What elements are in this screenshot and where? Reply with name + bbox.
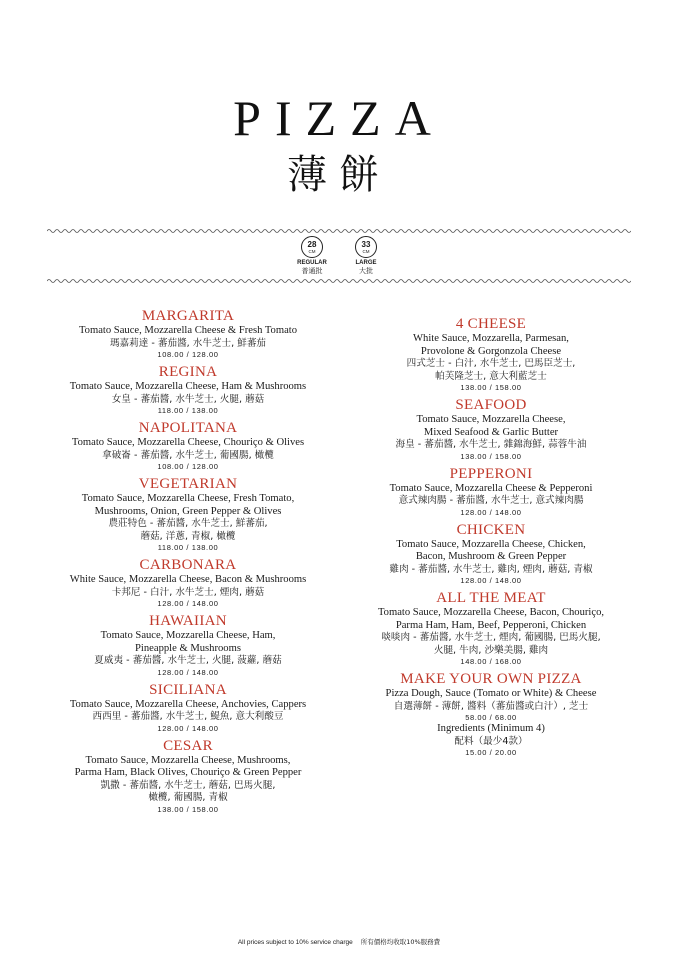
wavy-divider-bottom bbox=[47, 278, 631, 284]
pizza-description-chinese: 夏威夷 - 蕃茄醬, 水牛芝士, 火腿, 菠蘿, 蘑菇 bbox=[94, 655, 282, 666]
pizza-description: White Sauce, Mozzarella Cheese, Bacon & Mushrooms bbox=[69, 574, 307, 585]
wavy-divider-top bbox=[47, 228, 631, 234]
pizza-name: ALL THE MEAT bbox=[436, 590, 546, 606]
pizza-name: CESAR bbox=[163, 737, 213, 754]
size-label-chinese: 大批 bbox=[359, 267, 373, 275]
size-unit: CM bbox=[308, 248, 316, 254]
pizza-description: Parma Ham, Black Olives, Chouriço & Green Pepper bbox=[74, 767, 302, 778]
pizza-description: Tomato Sauce, Mozzarella Cheese, Ham, bbox=[100, 630, 276, 641]
pizza-name: REGINA bbox=[158, 364, 218, 380]
pizza-description-chinese: 自選薄餅 - 薄餅, 醬料（蕃茄醬或白汁）, 芝士 bbox=[393, 700, 589, 712]
pizza-description: Pizza Dough, Sauce (Tomato or White) & Cheese bbox=[385, 688, 597, 699]
pizza-description: Tomato Sauce, Mozzarella Cheese & Fresh Tomato bbox=[78, 325, 298, 336]
pizza-description-chinese: 女皇 - 蕃茄醬, 水牛芝士, 火腿, 蘑菇 bbox=[111, 393, 265, 405]
menu-item bbox=[38, 738, 338, 815]
menu-item bbox=[341, 397, 641, 462]
size-legend bbox=[0, 236, 678, 276]
menu-item bbox=[341, 466, 641, 518]
pizza-description: White Sauce, Mozzarella, Parmesan, bbox=[413, 333, 569, 344]
pizza-description-chinese: 橄欖, 葡國腸, 青椒 bbox=[148, 792, 228, 803]
pizza-description-chinese: 拿破崙 - 蕃茄醬, 水牛芝士, 葡國腸, 橄欖 bbox=[102, 449, 274, 461]
menu-item bbox=[38, 476, 338, 553]
pizza-name: PEPPERONI bbox=[449, 465, 533, 482]
pizza-description: Tomato Sauce, Mozzarella Cheese, Chouriço & Olives bbox=[71, 437, 305, 448]
service-charge-note-en: All prices subject to 10% service charge bbox=[237, 939, 353, 946]
pizza-description: Provolone & Gorgonzola Cheese bbox=[420, 345, 562, 357]
pizza-price: 108.00 / 128.00 bbox=[157, 350, 219, 359]
pizza-name: CHICKEN bbox=[456, 521, 526, 538]
pizza-price: 148.00 / 168.00 bbox=[460, 657, 522, 666]
menu-item bbox=[341, 671, 641, 758]
service-charge-note-zh: 所有價格均收取10%服務費 bbox=[360, 938, 441, 946]
menu-column-left bbox=[38, 308, 338, 819]
pizza-description-chinese: 卡邦尼 - 白汁, 水牛芝士, 煙肉, 蘑菇 bbox=[111, 586, 265, 598]
menu-item bbox=[38, 308, 338, 360]
pizza-price: 138.00 / 158.00 bbox=[460, 451, 522, 461]
size-label: REGULAR bbox=[297, 260, 327, 266]
pizza-description: Bacon, Mushroom & Green Pepper bbox=[415, 551, 567, 562]
pizza-price: 128.00 / 148.00 bbox=[157, 599, 219, 608]
pizza-price: 128.00 / 148.00 bbox=[157, 667, 219, 677]
pizza-price: 108.00 / 128.00 bbox=[157, 462, 219, 471]
pizza-description: Tomato Sauce, Mozzarella Cheese, Chicken, bbox=[396, 538, 586, 550]
pizza-description-chinese: 蘑菇, 洋蔥, 青椒, 橄欖 bbox=[140, 530, 236, 542]
pizza-description: Tomato Sauce, Mozzarella Cheese, bbox=[416, 414, 566, 425]
size-regular bbox=[290, 236, 334, 276]
pizza-price: 118.00 / 138.00 bbox=[157, 543, 219, 552]
pizza-description: Mixed Seafood & Garlic Butter bbox=[423, 426, 559, 438]
pizza-description: Tomato Sauce, Mozzarella Cheese, Anchovies, Cappers bbox=[69, 698, 307, 710]
pizza-description: Tomato Sauce, Mozzarella Cheese, Bacon, Chouriço, bbox=[377, 607, 605, 618]
menu-item bbox=[38, 420, 338, 472]
pizza-description-chinese: 西西里 - 蕃茄醬, 水牛芝士, 鯷魚, 意大利酸豆 bbox=[92, 711, 284, 722]
menu-item bbox=[341, 590, 641, 667]
menu-item bbox=[341, 316, 641, 393]
pizza-description-chinese: 火腿, 牛肉, 沙樂美腸, 雞肉 bbox=[433, 644, 549, 656]
size-circle-icon bbox=[355, 236, 377, 258]
page-title: PIZZA bbox=[233, 90, 445, 146]
service-charge-note bbox=[0, 937, 678, 946]
size-label: LARGE bbox=[355, 260, 377, 266]
menu-item bbox=[38, 613, 338, 678]
pizza-name: 4 CHEESE bbox=[455, 316, 527, 332]
size-label-chinese: 普通批 bbox=[301, 267, 323, 275]
menu-item bbox=[38, 364, 338, 416]
pizza-name: SICILIANA bbox=[149, 681, 227, 698]
extra-ingredients-price: 15.00 / 20.00 bbox=[465, 748, 517, 757]
pizza-description-chinese: 瑪嘉莉達 - 蕃茄醬, 水牛芝士, 鮮蕃茄 bbox=[109, 337, 267, 349]
page-title-chinese: 薄餅 bbox=[287, 152, 391, 198]
menu-column-right bbox=[341, 316, 641, 762]
pizza-price: 128.00 / 148.00 bbox=[460, 507, 522, 517]
size-number: 28 bbox=[307, 239, 317, 249]
extra-ingredients-label: Ingredients (Minimum 4) bbox=[437, 723, 545, 734]
pizza-name: HAWAIIAN bbox=[149, 613, 227, 629]
size-circle-icon bbox=[301, 236, 323, 258]
pizza-name: MARGARITA bbox=[141, 308, 235, 324]
pizza-name: CARBONARA bbox=[139, 557, 237, 573]
pizza-price: 58.00 / 68.00 bbox=[465, 713, 517, 722]
menu-item bbox=[341, 522, 641, 587]
pizza-name: VEGETARIAN bbox=[138, 476, 238, 492]
pizza-description: Tomato Sauce, Mozzarella Cheese, Ham & Mushrooms bbox=[69, 381, 307, 392]
pizza-description: Tomato Sauce, Mozzarella Cheese, Fresh Tomato, bbox=[81, 493, 295, 504]
size-number: 33 bbox=[361, 239, 371, 249]
pizza-description: Pineapple & Mushrooms bbox=[135, 642, 241, 654]
pizza-description: Mushrooms, Onion, Green Pepper & Olives bbox=[94, 505, 282, 517]
pizza-description-chinese: 凱撒 - 蕃茄醬, 水牛芝士, 蘑菇, 巴馬火腿, bbox=[100, 779, 276, 791]
menu-item bbox=[38, 557, 338, 609]
pizza-description-chinese: 意式辣肉腸 - 蕃茄醬, 水牛芝士, 意式辣肉腸 bbox=[398, 495, 584, 506]
pizza-price: 138.00 / 158.00 bbox=[157, 804, 219, 814]
pizza-description-chinese: 啖啖肉 - 蕃茄醬, 水牛芝士, 煙肉, 葡國腸, 巴馬火腿, bbox=[381, 632, 601, 643]
pizza-description: Tomato Sauce, Mozzarella Cheese, Mushrooms, bbox=[85, 754, 291, 766]
size-unit: CM bbox=[362, 248, 370, 254]
pizza-description-chinese: 海皇 - 蕃茄醬, 水牛芝士, 雜錦海鮮, 蒜蓉牛油 bbox=[395, 439, 587, 450]
pizza-price: 128.00 / 148.00 bbox=[460, 576, 522, 585]
pizza-description-chinese: 四式芝士 - 白汁, 水牛芝士, 巴馬臣芝士, bbox=[406, 358, 576, 369]
pizza-description-chinese: 帕芙隆芝士, 意大利藍芝士 bbox=[435, 370, 547, 382]
pizza-description-chinese: 雞肉 - 蕃茄醬, 水牛芝士, 雞肉, 煙肉, 蘑菇, 青椒 bbox=[389, 563, 593, 575]
pizza-description: Tomato Sauce, Mozzarella Cheese & Pepperoni bbox=[389, 482, 593, 494]
pizza-description: Parma Ham, Ham, Beef, Pepperoni, Chicken bbox=[395, 619, 587, 631]
pizza-description-chinese: 農莊特色 - 蕃茄醬, 水牛芝士, 鮮蕃茄, bbox=[108, 518, 268, 529]
pizza-name: NAPOLITANA bbox=[138, 420, 238, 436]
size-large bbox=[344, 236, 388, 276]
pizza-name: MAKE YOUR OWN PIZZA bbox=[400, 671, 582, 687]
pizza-price: 138.00 / 158.00 bbox=[460, 383, 522, 392]
pizza-name: SEAFOOD bbox=[455, 397, 527, 413]
menu-item bbox=[38, 682, 338, 734]
pizza-price: 118.00 / 138.00 bbox=[157, 406, 219, 415]
pizza-price: 128.00 / 148.00 bbox=[157, 723, 219, 733]
extra-ingredients-label-chinese: 配料（最少4款） bbox=[454, 735, 528, 747]
